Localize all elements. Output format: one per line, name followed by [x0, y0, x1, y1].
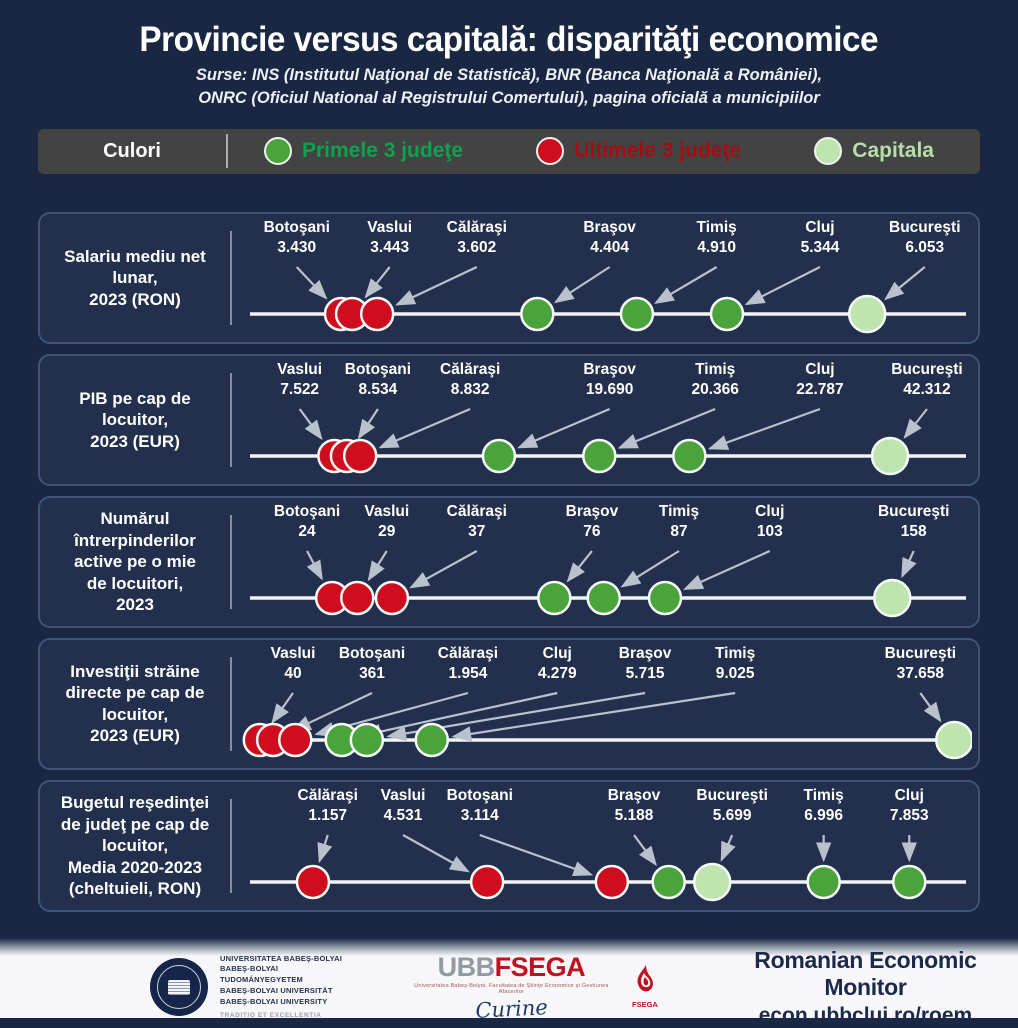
county-name: Vaslui [270, 644, 316, 662]
panel-title-pib: PIB pe cap de locuitor, 2023 (EUR) [79, 388, 191, 451]
data-point-Cluj [711, 298, 743, 330]
panel-title-buget: Bugetul reşedinţei de judeţ pe cap de locuitor, Media 2020-2023 (cheltuieli, RON) [60, 793, 210, 898]
arrow-Cluj [710, 409, 820, 449]
arrow-Braşov [634, 835, 656, 864]
county-name: Vaslui [367, 218, 413, 236]
county-value: 1.157 [308, 807, 348, 825]
footer-content [0, 946, 1018, 1027]
ubbfsega-logo [403, 951, 620, 1023]
county-value: 3.602 [457, 239, 497, 257]
county-name: Bucureşti [884, 644, 957, 662]
county-name: Cluj [542, 644, 572, 662]
county-name: Botoşani [338, 644, 406, 662]
county-label-Cluj [796, 360, 843, 401]
county-name: Cluj [805, 218, 835, 236]
county-value: 8.832 [450, 381, 490, 399]
data-point-Timiş [588, 582, 620, 614]
county-label-Călăraşi [298, 786, 358, 827]
university-line: BABEŞ-BOLYAI TUDOMÁNYEGYETEM [220, 964, 304, 985]
county-name: Botoşani [263, 218, 330, 236]
county-value: 5.344 [800, 239, 840, 257]
legend-title: Culori [103, 139, 161, 162]
sources-line-1: Surse: INS (Institutul Naţional de Statistică), BNR (Banca Naţională a României), [195, 66, 823, 84]
arrow-Călăraşi [397, 267, 477, 305]
county-name: Timiş [695, 360, 736, 378]
panel-buget [38, 780, 980, 912]
county-label-Timiş [691, 360, 738, 401]
ubb-seal-logo [150, 958, 208, 1016]
top3-label: Primele 3 judeţe [302, 139, 464, 163]
data-point-Călăraşi [279, 724, 311, 756]
data-point-Bucureşti [694, 864, 730, 900]
data-point-Braşov [653, 866, 685, 898]
county-label-Timiş [697, 218, 737, 259]
county-value: 22.787 [796, 381, 844, 399]
panel-investitii [38, 638, 980, 770]
legend-item-bottom3 [536, 137, 741, 165]
university-motto: TRADITIO ET EXCELLENTIA [220, 1011, 322, 1019]
county-name: Bucureşti [889, 218, 961, 236]
county-value: 19.690 [585, 381, 634, 399]
monitor-title: Romanian Economic Monitor [754, 946, 977, 1000]
county-name: Bucureşti [891, 360, 963, 378]
county-value: 76 [583, 523, 601, 541]
county-name: Călăraşi [297, 786, 358, 804]
county-label-Vaslui [364, 502, 409, 543]
county-name: Cluj [894, 786, 924, 804]
data-point-Timiş [808, 866, 840, 898]
data-point-Timiş [621, 298, 653, 330]
fsega-flame-logo [632, 964, 658, 1009]
fsega-tagline: Universitatea Babeş-Bolyai, Facultatea de Ştiinţe Economice şi Gestiunea Afacerilor [414, 982, 609, 995]
county-label-Botoşani [264, 218, 330, 259]
legend-bar [38, 129, 980, 174]
ubb-logo-text: UBB [437, 951, 495, 982]
data-point-Vaslui [471, 866, 503, 898]
university-line: BABEŞ-BOLYAI UNIVERSITY [220, 997, 328, 1007]
county-value: 4.279 [537, 665, 577, 683]
arrow-Botoşani [297, 267, 326, 298]
arrow-Bucureşti [920, 693, 940, 721]
county-label-Cluj [890, 786, 929, 827]
open-book-icon [168, 980, 190, 995]
arrow-Vaslui [273, 693, 294, 722]
panel-chart-salariu [234, 214, 972, 342]
data-point-Bucureşti [936, 722, 972, 758]
data-point-Bucureşti [872, 438, 908, 474]
county-label-Timiş [715, 644, 755, 685]
panel-chart-intreprinderi [234, 498, 972, 626]
county-value: 8.534 [358, 381, 398, 399]
flame-icon [632, 964, 658, 996]
data-point-Cluj [893, 866, 925, 898]
county-label-Cluj [801, 218, 840, 259]
ubb-seal-ring [157, 965, 201, 1009]
county-name: Timiş [658, 502, 700, 520]
county-value: 29 [378, 523, 396, 541]
county-name: Vaslui [380, 786, 426, 804]
county-label-Braşov [566, 502, 619, 543]
panel-title-salariu: Salariu mediu net lunar, 2023 (RON) [64, 246, 206, 309]
capital-color-dot-icon [814, 137, 842, 165]
county-label-Bucureşti [891, 360, 963, 401]
county-value: 7.853 [889, 807, 929, 825]
county-value: 4.531 [383, 807, 423, 825]
county-label-Bucureşti [878, 502, 950, 543]
county-label-Timiş [804, 786, 844, 827]
county-label-Bucureşti [885, 644, 957, 685]
county-name: Braşov [565, 502, 619, 520]
county-label-Braşov [608, 786, 661, 827]
panel-chart-buget [234, 782, 972, 910]
data-point-Călăraşi [361, 298, 393, 330]
arrow-Cluj [747, 267, 820, 304]
county-label-Braşov [583, 360, 636, 401]
arrow-Timiş [454, 693, 736, 737]
data-point-Călăraşi [376, 582, 408, 614]
footer [0, 938, 1018, 1027]
legend-items [228, 137, 980, 165]
county-value: 3.114 [460, 807, 499, 825]
county-name: Călăraşi [437, 644, 499, 662]
county-value: 1.954 [448, 665, 488, 683]
county-label-Bucureşti [889, 218, 961, 259]
county-name: Botoşani [446, 786, 513, 804]
data-point-Cluj [673, 440, 705, 472]
county-label-Bucureşti [696, 786, 768, 827]
county-name: Timiş [803, 786, 844, 804]
county-label-Vaslui [271, 644, 316, 685]
panel-pib [38, 354, 980, 486]
county-label-Timiş [659, 502, 699, 543]
county-label-Cluj [538, 644, 577, 685]
county-name: Cluj [805, 360, 835, 378]
panel-divider [230, 657, 232, 751]
county-value: 4.910 [697, 239, 737, 257]
county-name: Timiş [714, 644, 756, 662]
data-point-Timiş [416, 724, 448, 756]
legend-item-capital [814, 137, 934, 165]
data-point-Braşov [538, 582, 570, 614]
county-value: 5.188 [614, 807, 654, 825]
data-point-Braşov [351, 724, 383, 756]
panel-intreprinderi [38, 496, 980, 628]
panels-container [38, 212, 980, 912]
data-point-Braşov [483, 440, 515, 472]
data-point-Braşov [521, 298, 553, 330]
county-value: 9.025 [715, 665, 755, 683]
panel-chart-investitii [234, 640, 972, 768]
county-name: Braşov [607, 786, 661, 804]
data-point-Timiş [583, 440, 615, 472]
arrow-Bucureşti [902, 551, 913, 576]
county-label-Braşov [619, 644, 672, 685]
data-point-Botoşani [596, 866, 628, 898]
legend-divider [226, 134, 228, 168]
county-label-Botoşani [447, 786, 513, 827]
county-name: Botoşani [344, 360, 412, 378]
county-name: Braşov [583, 218, 636, 236]
arrow-Călăraşi [411, 551, 477, 587]
arrow-Bucureşti [905, 409, 927, 437]
arrow-Bucureşti [722, 835, 733, 860]
top3-color-dot-icon [264, 137, 292, 165]
monitor-url[interactable]: econ.ubbcluj.ro/roem [758, 1003, 973, 1027]
arrow-Vaslui [403, 835, 468, 871]
arrow-Braşov [556, 267, 610, 302]
county-value: 5.699 [712, 807, 752, 825]
panel-divider [230, 231, 232, 325]
county-label-Călăraşi [447, 218, 507, 259]
county-value: 4.404 [590, 239, 630, 257]
panel-salariu [38, 212, 980, 344]
data-point-Bucureşti [849, 296, 885, 332]
data-point-Bucureşti [874, 580, 910, 616]
university-line: UNIVERSITATEA BABEŞ-BOLYAI [220, 953, 343, 963]
data-point-Cluj [649, 582, 681, 614]
county-name: Bucureşti [696, 786, 768, 804]
county-value: 7.522 [280, 381, 320, 399]
data-point-Călăraşi [297, 866, 329, 898]
fsega-logo-text: FSEGA [494, 951, 586, 982]
arrow-Vaslui [300, 409, 322, 438]
county-label-Vaslui [381, 786, 426, 827]
county-name: Botoşani [273, 502, 341, 520]
county-name: Braşov [583, 360, 636, 378]
university-name-block [220, 954, 361, 1021]
county-label-Călăraşi [440, 360, 500, 401]
county-value: 20.366 [691, 381, 739, 399]
fsega-badge-label: FSEGA [632, 1000, 658, 1010]
county-name: Timiş [696, 218, 737, 236]
legend-item-top3 [264, 137, 463, 165]
arrow-Cluj [685, 551, 770, 589]
county-value: 3.430 [277, 239, 317, 257]
county-name: Cluj [755, 502, 785, 520]
county-label-Botoşani [274, 502, 340, 543]
county-label-Vaslui [367, 218, 412, 259]
panel-title-intreprinderi: Numărul întrerpinderilor active pe o mie de locuitori, 2023 [74, 509, 196, 614]
county-name: Călăraşi [446, 502, 507, 520]
county-name: Vaslui [277, 360, 323, 378]
arrow-Vaslui [366, 267, 390, 297]
sources-subtitle [0, 64, 1018, 111]
data-point-Călăraşi [344, 440, 376, 472]
header [0, 0, 1018, 60]
county-value: 40 [284, 665, 302, 683]
county-value: 42.312 [903, 381, 951, 399]
panel-title-investitii: Investiţii străine directe pe cap de locuitor, 2023 (EUR) [65, 662, 205, 746]
arrow-Botoşani [307, 551, 322, 579]
university-line: BABEŞ-BOLYAI UNIVERSITÄT [220, 986, 333, 996]
county-label-Botoşani [345, 360, 411, 401]
county-value: 37 [468, 523, 486, 541]
monitor-block [713, 947, 1018, 1028]
county-value: 24 [298, 523, 316, 541]
county-name: Călăraşi [446, 218, 507, 236]
panel-chart-pib [234, 356, 972, 484]
county-value: 87 [670, 523, 688, 541]
county-label-Călăraşi [447, 502, 507, 543]
county-value: 5.715 [625, 665, 665, 683]
arrow-Timiş [656, 267, 717, 303]
county-value: 361 [359, 665, 385, 683]
panel-divider [230, 515, 232, 609]
county-name: Braşov [618, 644, 672, 662]
bottom3-label: Ultimele 3 judeţe [574, 139, 742, 163]
county-label-Braşov [583, 218, 636, 259]
county-value: 103 [756, 523, 783, 541]
arrow-Braşov [568, 551, 592, 581]
county-label-Vaslui [277, 360, 322, 401]
dean-signature: Curine [474, 994, 549, 1023]
data-point-Vaslui [341, 582, 373, 614]
county-name: Vaslui [364, 502, 410, 520]
county-value: 6.996 [804, 807, 844, 825]
county-value: 6.053 [905, 239, 945, 257]
county-label-Călăraşi [438, 644, 498, 685]
arrow-Vaslui [369, 551, 387, 579]
county-value: 37.658 [896, 665, 945, 683]
arrow-Călăraşi [320, 835, 328, 861]
sources-line-2: ONRC (Oficiul National al Registrului Comertului), pagina oficială a municipiilor [198, 89, 820, 108]
arrow-Timiş [622, 551, 679, 586]
bottom3-color-dot-icon [536, 137, 564, 165]
arrow-Timiş [620, 409, 715, 448]
arrow-Bucureşti [886, 267, 925, 299]
county-name: Călăraşi [439, 360, 501, 378]
panel-divider [230, 799, 232, 893]
county-label-Cluj [755, 502, 784, 543]
arrow-Botoşani [359, 409, 378, 438]
panel-divider [230, 373, 232, 467]
county-label-Botoşani [339, 644, 405, 685]
county-name: Bucureşti [877, 502, 950, 520]
county-value: 3.443 [370, 239, 410, 257]
arrow-Călăraşi [380, 409, 470, 447]
page-title: Provincie versus capitală: disparităţi economice [139, 20, 879, 59]
capital-label: Capitala [852, 139, 934, 163]
county-value: 158 [900, 523, 927, 541]
